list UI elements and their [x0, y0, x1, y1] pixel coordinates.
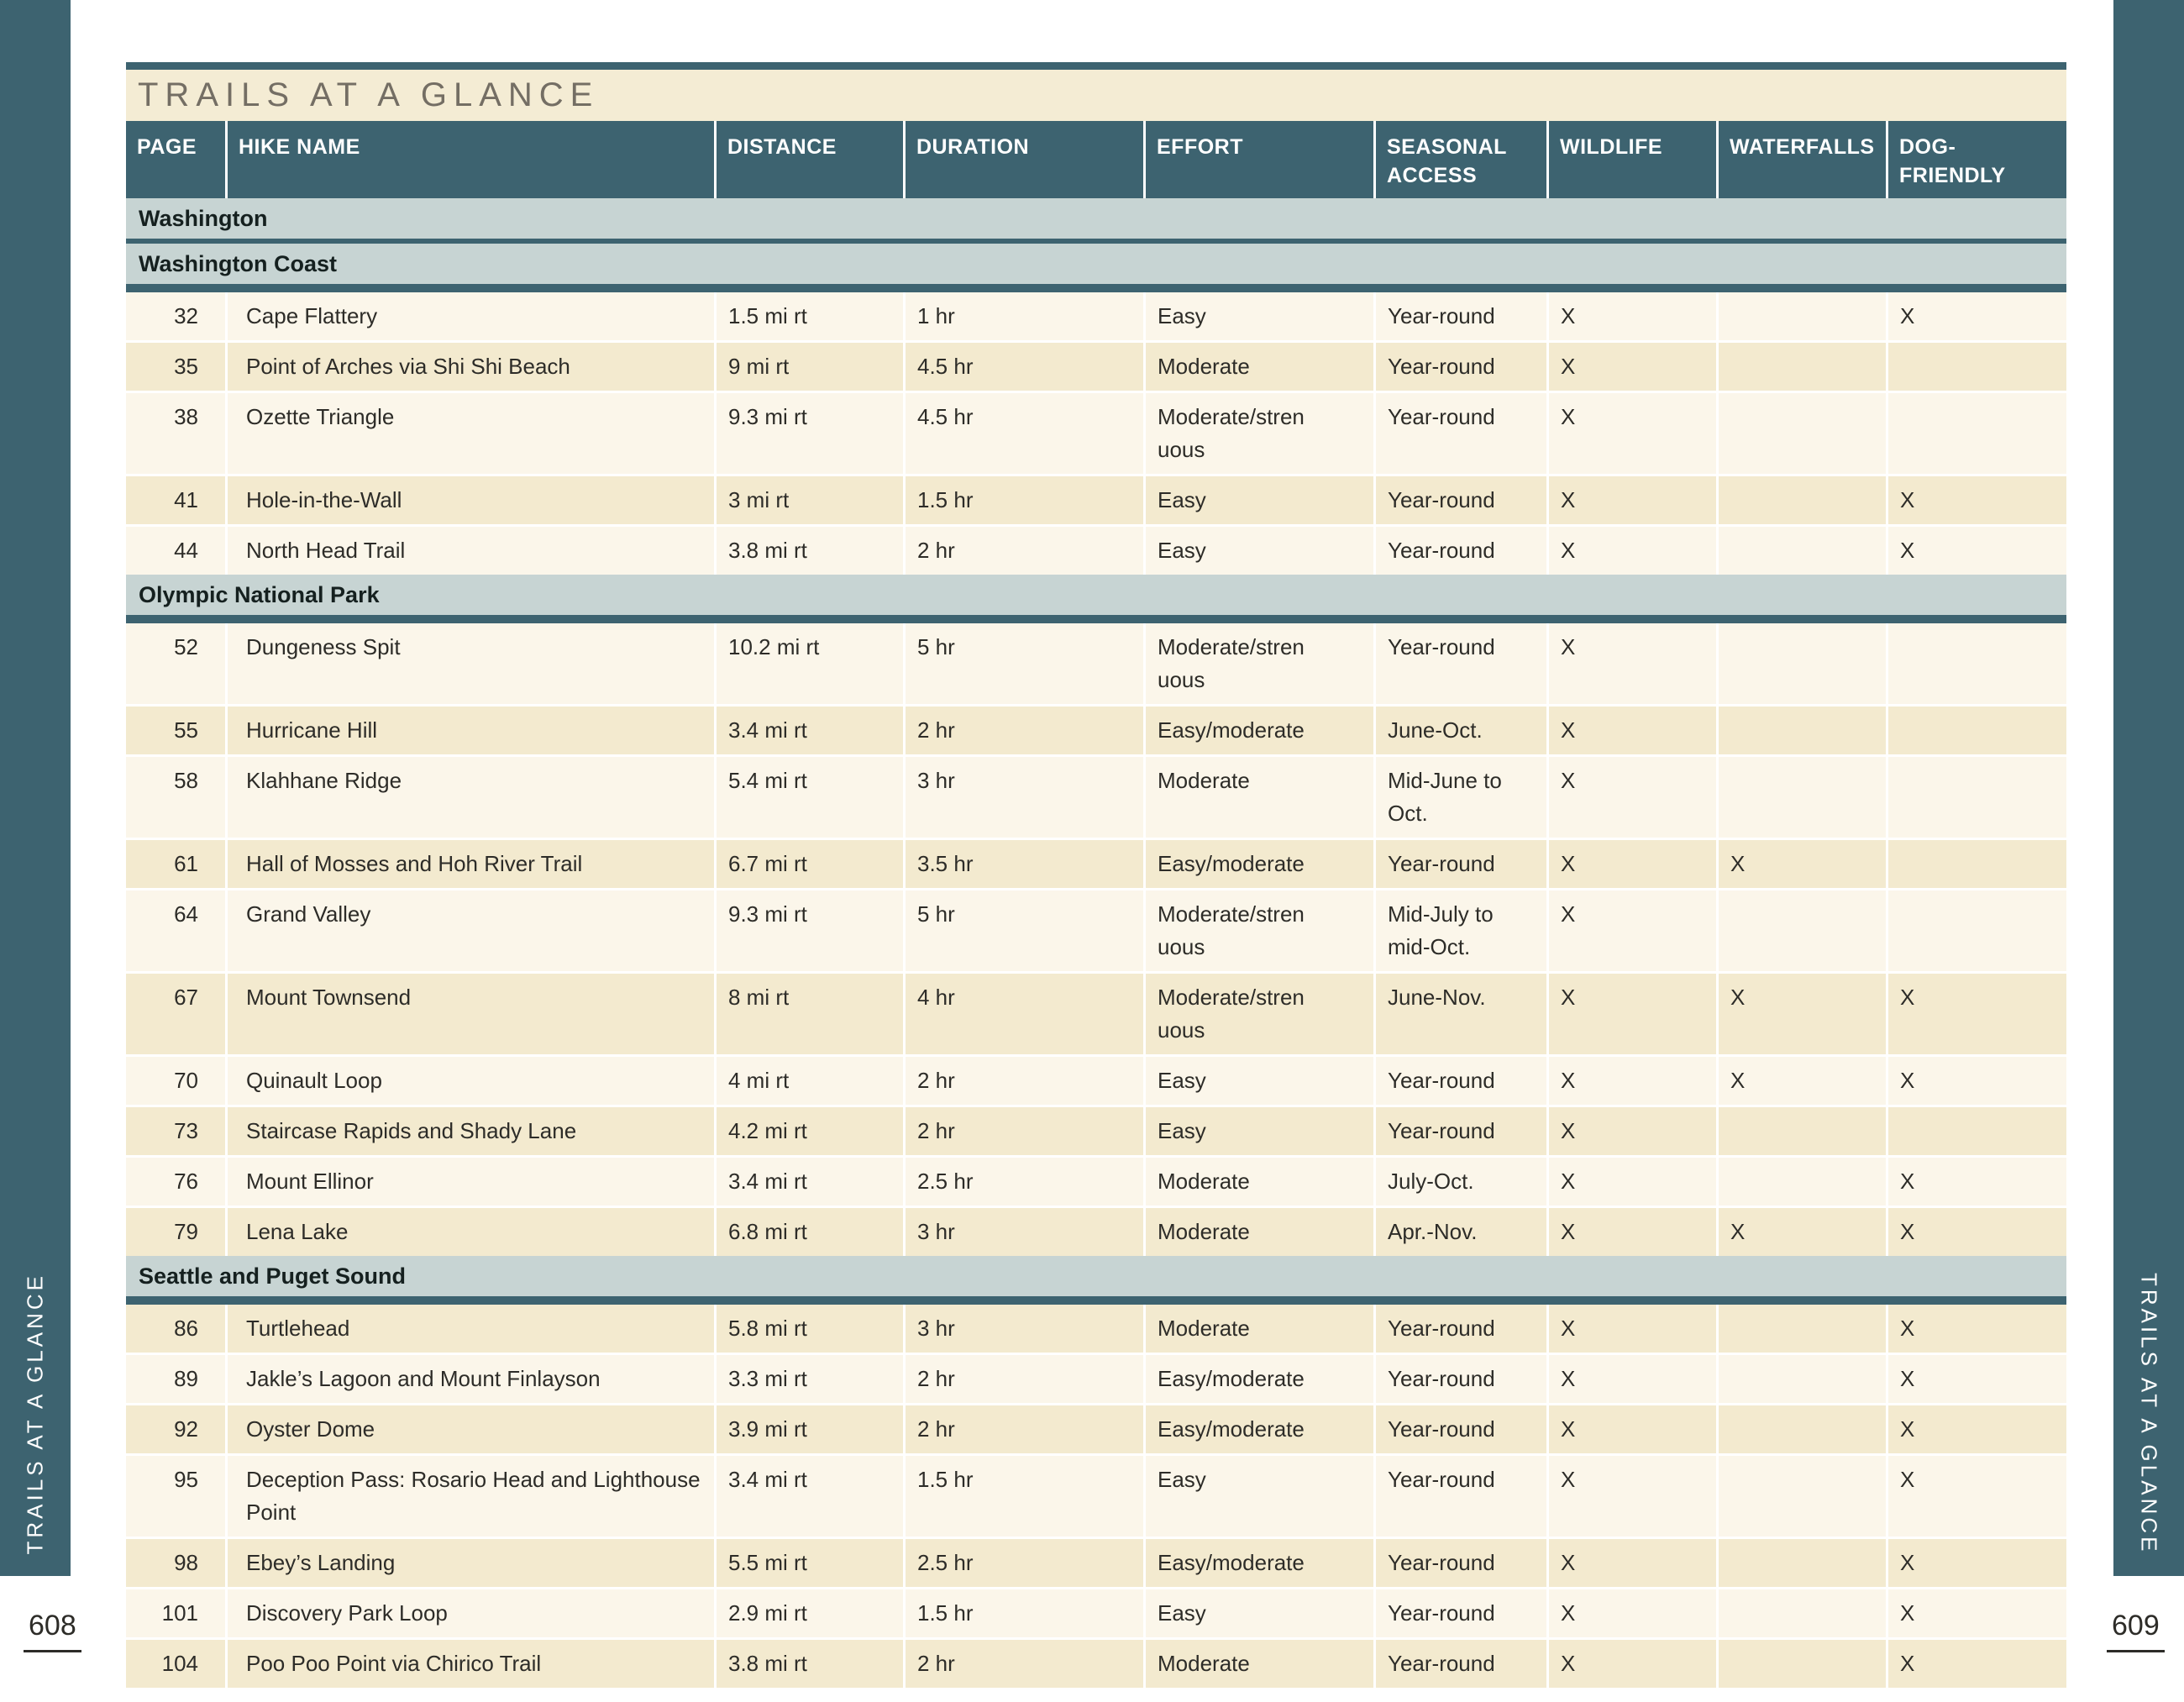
- duration-value: 2 hr: [903, 527, 1143, 575]
- distance-value: 3.4 mi rt: [714, 1158, 903, 1206]
- distance-value: 5.4 mi rt: [714, 757, 903, 838]
- distance-value: 2.9 mi rt: [714, 1589, 903, 1637]
- dog-friendly-mark: X: [1886, 292, 2066, 340]
- row-page-number: 70: [174, 1068, 198, 1093]
- section-divider: [126, 284, 2066, 292]
- wildlife-mark: X: [1546, 527, 1716, 575]
- row-page-number: 58: [174, 768, 198, 793]
- effort-value: Moderate/strenuous: [1143, 623, 1373, 704]
- dog-friendly-mark: X: [1886, 1208, 2066, 1256]
- table-row: [126, 524, 2066, 575]
- wildlife-mark: X: [1546, 1405, 1716, 1453]
- hike-name: Poo Poo Point via Chirico Trail: [225, 1640, 714, 1688]
- hike-name: Mount Ellinor: [225, 1158, 714, 1206]
- waterfalls-mark: [1716, 1456, 1886, 1537]
- section-divider: [126, 1296, 2066, 1305]
- hike-name: Klahhane Ridge: [225, 757, 714, 838]
- table-row: [126, 1453, 2066, 1537]
- seasonal-access-value: Year-round: [1373, 623, 1546, 704]
- table-row: [126, 1105, 2066, 1155]
- table-row: [126, 474, 2066, 524]
- effort-value: Easy/moderate: [1143, 707, 1373, 754]
- row-page-number: 55: [174, 717, 198, 743]
- trails-at-a-glance-table: [126, 62, 2066, 1688]
- seasonal-access-value: Year-round: [1373, 476, 1546, 524]
- column-header-duration: DURATION: [903, 121, 1143, 198]
- distance-value: 8 mi rt: [714, 974, 903, 1054]
- table-header-row: [126, 121, 2066, 198]
- duration-value: 1 hr: [903, 292, 1143, 340]
- distance-value: 3.8 mi rt: [714, 1640, 903, 1688]
- waterfalls-mark: [1716, 1539, 1886, 1587]
- dog-friendly-mark: X: [1886, 1355, 2066, 1403]
- table-row: [126, 1155, 2066, 1206]
- row-page-number: 89: [174, 1366, 198, 1391]
- effort-value: Moderate/strenuous: [1143, 890, 1373, 971]
- table-row: [126, 340, 2066, 391]
- seasonal-access-value: Year-round: [1373, 527, 1546, 575]
- hike-name: Ozette Triangle: [225, 393, 714, 474]
- distance-value: 5.8 mi rt: [714, 1305, 903, 1353]
- distance-value: 4 mi rt: [714, 1057, 903, 1105]
- seasonal-access-value: Year-round: [1373, 292, 1546, 340]
- distance-value: 6.7 mi rt: [714, 840, 903, 888]
- row-page-number: 79: [174, 1219, 198, 1244]
- state-section-header: [126, 198, 2066, 239]
- column-header-effort: EFFORT: [1143, 121, 1373, 198]
- seasonal-access-value: Year-round: [1373, 393, 1546, 474]
- duration-value: 1.5 hr: [903, 1456, 1143, 1537]
- duration-value: 2.5 hr: [903, 1158, 1143, 1206]
- effort-value: Easy: [1143, 1456, 1373, 1537]
- table-title-band: [126, 70, 2066, 121]
- duration-value: 2 hr: [903, 1355, 1143, 1403]
- seasonal-access-value: Year-round: [1373, 1057, 1546, 1105]
- hike-name: Lena Lake: [225, 1208, 714, 1256]
- row-page-number: 64: [174, 901, 198, 927]
- effort-value: Easy: [1143, 1107, 1373, 1155]
- waterfalls-mark: X: [1716, 1208, 1886, 1256]
- hike-name: Jakle’s Lagoon and Mount Finlayson: [225, 1355, 714, 1403]
- row-page-number: 44: [174, 538, 198, 563]
- dog-friendly-mark: X: [1886, 1640, 2066, 1688]
- distance-value: 9.3 mi rt: [714, 890, 903, 971]
- effort-value: Moderate: [1143, 1640, 1373, 1688]
- dog-friendly-mark: [1886, 840, 2066, 888]
- hike-name: Turtlehead: [225, 1305, 714, 1353]
- wildlife-mark: X: [1546, 343, 1716, 391]
- table-row: [126, 1206, 2066, 1256]
- hike-name: North Head Trail: [225, 527, 714, 575]
- waterfalls-mark: [1716, 757, 1886, 838]
- waterfalls-mark: X: [1716, 840, 1886, 888]
- distance-value: 5.5 mi rt: [714, 1539, 903, 1587]
- table-row: [126, 1054, 2066, 1105]
- table-row: [126, 1537, 2066, 1587]
- section-header: [126, 1256, 2066, 1296]
- seasonal-access-value: June-Nov.: [1373, 974, 1546, 1054]
- seasonal-access-value: Year-round: [1373, 1107, 1546, 1155]
- hike-name: Cape Flattery: [225, 292, 714, 340]
- waterfalls-mark: [1716, 623, 1886, 704]
- effort-value: Easy: [1143, 527, 1373, 575]
- distance-value: 10.2 mi rt: [714, 623, 903, 704]
- row-page-number: 38: [174, 404, 198, 429]
- waterfalls-mark: X: [1716, 1057, 1886, 1105]
- duration-value: 2 hr: [903, 1057, 1143, 1105]
- page-number-left: 608: [24, 1610, 81, 1652]
- column-header-wildlife: WILDLIFE: [1546, 121, 1716, 198]
- column-header-hike-name: HIKE NAME: [225, 121, 714, 198]
- row-page-number: 101: [161, 1600, 198, 1626]
- effort-value: Moderate: [1143, 1208, 1373, 1256]
- duration-value: 2 hr: [903, 1107, 1143, 1155]
- right-running-head: TRAILS AT A GLANCE: [2136, 1272, 2162, 1554]
- wildlife-mark: X: [1546, 1456, 1716, 1537]
- table-top-rule: [126, 62, 2066, 70]
- distance-value: 6.8 mi rt: [714, 1208, 903, 1256]
- row-page-number: 35: [174, 354, 198, 379]
- duration-value: 2 hr: [903, 1640, 1143, 1688]
- section-divider: [126, 615, 2066, 623]
- duration-value: 4.5 hr: [903, 343, 1143, 391]
- distance-value: 3 mi rt: [714, 476, 903, 524]
- waterfalls-mark: [1716, 527, 1886, 575]
- seasonal-access-value: Mid-July to mid-Oct.: [1373, 890, 1546, 971]
- row-page-number: 98: [174, 1550, 198, 1575]
- row-page-number: 95: [174, 1467, 198, 1492]
- seasonal-access-value: Year-round: [1373, 1640, 1546, 1688]
- left-edge-band: [0, 0, 71, 1576]
- waterfalls-mark: [1716, 1355, 1886, 1403]
- duration-value: 5 hr: [903, 623, 1143, 704]
- wildlife-mark: X: [1546, 476, 1716, 524]
- waterfalls-mark: [1716, 1589, 1886, 1637]
- table-title: TRAILS AT A GLANCE: [138, 76, 600, 113]
- table-row: [126, 754, 2066, 838]
- seasonal-access-value: Year-round: [1373, 343, 1546, 391]
- dog-friendly-mark: X: [1886, 1539, 2066, 1587]
- waterfalls-mark: [1716, 292, 1886, 340]
- waterfalls-mark: [1716, 343, 1886, 391]
- wildlife-mark: X: [1546, 890, 1716, 971]
- waterfalls-mark: [1716, 890, 1886, 971]
- row-page-number: 76: [174, 1169, 198, 1194]
- effort-value: Easy: [1143, 476, 1373, 524]
- duration-value: 2 hr: [903, 1405, 1143, 1453]
- seasonal-access-value: Apr.-Nov.: [1373, 1208, 1546, 1256]
- wildlife-mark: X: [1546, 1208, 1716, 1256]
- dog-friendly-mark: [1886, 393, 2066, 474]
- dog-friendly-mark: X: [1886, 1305, 2066, 1353]
- page-number-right: 609: [2107, 1610, 2165, 1652]
- seasonal-access-value: July-Oct.: [1373, 1158, 1546, 1206]
- duration-value: 3 hr: [903, 757, 1143, 838]
- dog-friendly-mark: X: [1886, 1456, 2066, 1537]
- effort-value: Moderate/strenuous: [1143, 974, 1373, 1054]
- wildlife-mark: X: [1546, 1057, 1716, 1105]
- row-page-number: 92: [174, 1416, 198, 1442]
- table-row: [126, 1637, 2066, 1688]
- waterfalls-mark: [1716, 393, 1886, 474]
- distance-value: 9.3 mi rt: [714, 393, 903, 474]
- distance-value: 3.9 mi rt: [714, 1405, 903, 1453]
- column-header-page: PAGE: [137, 135, 197, 159]
- table-row: [126, 1353, 2066, 1403]
- seasonal-access-value: Year-round: [1373, 1589, 1546, 1637]
- waterfalls-mark: [1716, 1107, 1886, 1155]
- effort-value: Moderate: [1143, 757, 1373, 838]
- effort-value: Moderate: [1143, 343, 1373, 391]
- dog-friendly-mark: [1886, 623, 2066, 704]
- duration-value: 3 hr: [903, 1208, 1143, 1256]
- duration-value: 3 hr: [903, 1305, 1143, 1353]
- column-header-waterfalls: WATERFALLS: [1716, 121, 1886, 198]
- effort-value: Easy/moderate: [1143, 1355, 1373, 1403]
- waterfalls-mark: [1716, 1158, 1886, 1206]
- hike-name: Grand Valley: [225, 890, 714, 971]
- seasonal-access-value: June-Oct.: [1373, 707, 1546, 754]
- effort-value: Easy/moderate: [1143, 1539, 1373, 1587]
- table-row: [126, 391, 2066, 474]
- table-row: [126, 623, 2066, 704]
- wildlife-mark: X: [1546, 292, 1716, 340]
- wildlife-mark: X: [1546, 1158, 1716, 1206]
- distance-value: 3.3 mi rt: [714, 1355, 903, 1403]
- column-header-dog-friendly: DOG-FRIENDLY: [1886, 121, 2066, 198]
- waterfalls-mark: [1716, 707, 1886, 754]
- seasonal-access-value: Year-round: [1373, 1456, 1546, 1537]
- wildlife-mark: X: [1546, 707, 1716, 754]
- table-body: [126, 244, 2066, 1688]
- distance-value: 3.8 mi rt: [714, 527, 903, 575]
- distance-value: 1.5 mi rt: [714, 292, 903, 340]
- waterfalls-mark: [1716, 476, 1886, 524]
- effort-value: Moderate: [1143, 1158, 1373, 1206]
- left-running-head: TRAILS AT A GLANCE: [22, 1272, 48, 1554]
- hike-name: Mount Townsend: [225, 974, 714, 1054]
- wildlife-mark: X: [1546, 1107, 1716, 1155]
- waterfalls-mark: [1716, 1305, 1886, 1353]
- wildlife-mark: X: [1546, 1589, 1716, 1637]
- effort-value: Moderate/strenuous: [1143, 393, 1373, 474]
- wildlife-mark: X: [1546, 623, 1716, 704]
- seasonal-access-value: Year-round: [1373, 1355, 1546, 1403]
- dog-friendly-mark: [1886, 343, 2066, 391]
- distance-value: 4.2 mi rt: [714, 1107, 903, 1155]
- column-header-distance: DISTANCE: [714, 121, 903, 198]
- duration-value: 5 hr: [903, 890, 1143, 971]
- table-row: [126, 971, 2066, 1054]
- duration-value: 4 hr: [903, 974, 1143, 1054]
- hike-name: Staircase Rapids and Shady Lane: [225, 1107, 714, 1155]
- waterfalls-mark: [1716, 1405, 1886, 1453]
- row-page-number: 104: [161, 1651, 198, 1676]
- hike-name: Quinault Loop: [225, 1057, 714, 1105]
- row-page-number: 52: [174, 634, 198, 659]
- column-header-seasonal-access: SEASONAL ACCESS: [1373, 121, 1546, 198]
- effort-value: Easy: [1143, 1057, 1373, 1105]
- section-header-label: Washington Coast: [139, 250, 337, 276]
- dog-friendly-mark: X: [1886, 1589, 2066, 1637]
- row-page-number: 67: [174, 985, 198, 1010]
- duration-value: 2.5 hr: [903, 1539, 1143, 1587]
- seasonal-access-value: Year-round: [1373, 1539, 1546, 1587]
- dog-friendly-mark: X: [1886, 1057, 2066, 1105]
- dog-friendly-mark: X: [1886, 1158, 2066, 1206]
- dog-friendly-mark: X: [1886, 1405, 2066, 1453]
- wildlife-mark: X: [1546, 1539, 1716, 1587]
- section-header-label: Seattle and Puget Sound: [139, 1263, 407, 1289]
- effort-value: Moderate: [1143, 1305, 1373, 1353]
- dog-friendly-mark: X: [1886, 974, 2066, 1054]
- section-header: [126, 244, 2066, 284]
- wildlife-mark: X: [1546, 1355, 1716, 1403]
- distance-value: 3.4 mi rt: [714, 1456, 903, 1537]
- state-section-label: Washington: [139, 205, 268, 231]
- section-header-label: Olympic National Park: [139, 581, 380, 607]
- dog-friendly-mark: [1886, 757, 2066, 838]
- wildlife-mark: X: [1546, 840, 1716, 888]
- table-row: [126, 1403, 2066, 1453]
- dog-friendly-mark: X: [1886, 476, 2066, 524]
- duration-value: 1.5 hr: [903, 476, 1143, 524]
- row-page-number: 41: [174, 487, 198, 512]
- wildlife-mark: X: [1546, 1640, 1716, 1688]
- hike-name: Deception Pass: Rosario Head and Lighthouse Point: [225, 1456, 714, 1537]
- hike-name: Hall of Mosses and Hoh River Trail: [225, 840, 714, 888]
- effort-value: Easy: [1143, 1589, 1373, 1637]
- duration-value: 2 hr: [903, 707, 1143, 754]
- row-page-number: 73: [174, 1118, 198, 1143]
- waterfalls-mark: X: [1716, 974, 1886, 1054]
- duration-value: 4.5 hr: [903, 393, 1143, 474]
- hike-name: Discovery Park Loop: [225, 1589, 714, 1637]
- duration-value: 3.5 hr: [903, 840, 1143, 888]
- seasonal-access-value: Mid-June to Oct.: [1373, 757, 1546, 838]
- table-row: [126, 1587, 2066, 1637]
- dog-friendly-mark: X: [1886, 527, 2066, 575]
- section-header: [126, 575, 2066, 615]
- seasonal-access-value: Year-round: [1373, 1305, 1546, 1353]
- table-row: [126, 704, 2066, 754]
- effort-value: Easy: [1143, 292, 1373, 340]
- row-page-number: 61: [174, 851, 198, 876]
- wildlife-mark: X: [1546, 974, 1716, 1054]
- hike-name: Point of Arches via Shi Shi Beach: [225, 343, 714, 391]
- dog-friendly-mark: [1886, 1107, 2066, 1155]
- table-row: [126, 888, 2066, 971]
- table-row: [126, 292, 2066, 340]
- wildlife-mark: X: [1546, 1305, 1716, 1353]
- table-row: [126, 838, 2066, 888]
- effort-value: Easy/moderate: [1143, 1405, 1373, 1453]
- right-edge-band: [2113, 0, 2184, 1576]
- dog-friendly-mark: [1886, 707, 2066, 754]
- seasonal-access-value: Year-round: [1373, 1405, 1546, 1453]
- distance-value: 3.4 mi rt: [714, 707, 903, 754]
- hike-name: Hurricane Hill: [225, 707, 714, 754]
- waterfalls-mark: [1716, 1640, 1886, 1688]
- table-row: [126, 1305, 2066, 1353]
- distance-value: 9 mi rt: [714, 343, 903, 391]
- seasonal-access-value: Year-round: [1373, 840, 1546, 888]
- duration-value: 1.5 hr: [903, 1589, 1143, 1637]
- wildlife-mark: X: [1546, 757, 1716, 838]
- row-page-number: 32: [174, 303, 198, 328]
- hike-name: Dungeness Spit: [225, 623, 714, 704]
- hike-name: Oyster Dome: [225, 1405, 714, 1453]
- effort-value: Easy/moderate: [1143, 840, 1373, 888]
- hike-name: Ebey’s Landing: [225, 1539, 714, 1587]
- dog-friendly-mark: [1886, 890, 2066, 971]
- wildlife-mark: X: [1546, 393, 1716, 474]
- hike-name: Hole-in-the-Wall: [225, 476, 714, 524]
- row-page-number: 86: [174, 1316, 198, 1341]
